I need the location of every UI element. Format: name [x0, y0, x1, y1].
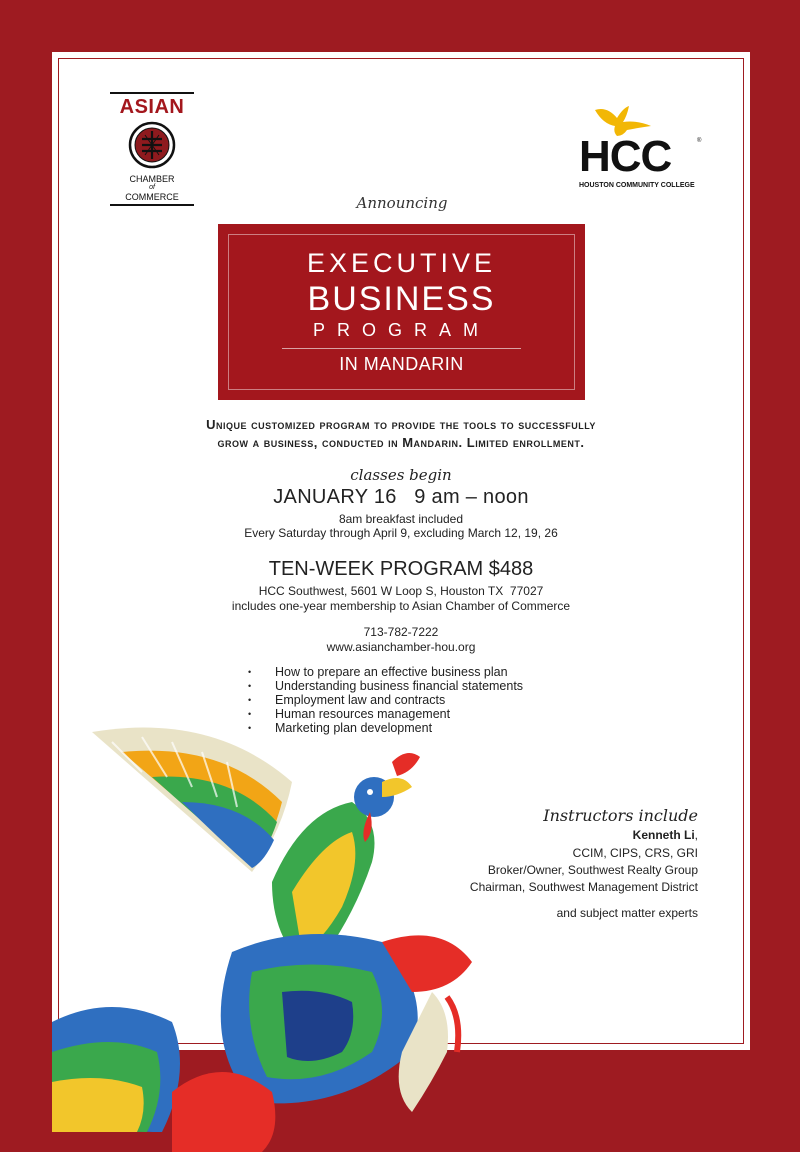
asian-chamber-logo: [110, 92, 194, 207]
classes-begin: classes begin: [350, 466, 452, 484]
acc-chamber: CHAMBER: [129, 174, 175, 184]
program-address: HCC Southwest, 5601 W Loop S, Houston TX 77027: [258, 584, 544, 598]
hcc-logo: [579, 104, 701, 196]
phone-number: 713-782-7222: [363, 625, 439, 639]
list-item: • Marketing plan development: [248, 721, 523, 735]
logo-rule-bottom: [110, 204, 194, 206]
phoenix-illustration: [52, 692, 572, 1152]
breakfast-note: 8am breakfast included: [338, 512, 464, 526]
announcing-label: Announcing: [356, 194, 448, 212]
other-instructors: and subject matter experts: [556, 906, 698, 920]
title-mandarin: IN MANDARIN: [339, 354, 464, 374]
instructors-heading: Instructors include: [543, 806, 698, 825]
tagline: [82, 416, 720, 452]
tagline-line2: grow a business, conducted in Mandarin. Limited enrollment.: [217, 435, 585, 450]
list-item: • How to prepare an effective business plan: [248, 665, 523, 679]
hcc-registered: ®: [697, 138, 702, 144]
acc-title: ASIAN: [119, 96, 185, 118]
hcc-subtitle: HOUSTON COMMUNITY COLLEGE: [579, 182, 695, 189]
hcc-wordmark: HCC: [579, 132, 672, 181]
title-divider: [282, 348, 521, 349]
list-item: • Human resources management: [248, 707, 523, 721]
instructor-name: Kenneth Li,: [632, 828, 698, 842]
phoenix-wing: [92, 728, 292, 872]
title-program: PROGRAM: [312, 320, 490, 340]
membership-note: includes one-year membership to Asian Chamber of Commerce: [231, 599, 571, 613]
website-link[interactable]: www.asianchamber-hou.org: [326, 640, 476, 654]
acc-commerce: COMMERCE: [125, 192, 179, 202]
logo-rule-top: [110, 92, 194, 94]
instructor-credentials: CCIM, CIPS, CRS, GRI: [572, 846, 698, 860]
flyer-page: [52, 52, 750, 1050]
list-item: • Understanding business financial statements: [248, 679, 523, 693]
title-executive: EXECUTIVE: [306, 248, 497, 278]
instructor-role1: Broker/Owner, Southwest Realty Group: [487, 863, 698, 877]
list-item: • Employment law and contracts: [248, 693, 523, 707]
program-title-box: [218, 224, 585, 400]
title-business: BUSINESS: [307, 280, 496, 318]
tagline-line1: Unique customized program to provide the tools to successfully: [206, 417, 596, 432]
schedule-note: Every Saturday through April 9, excluding March 12, 19, 26: [244, 526, 558, 540]
instructor-role2: Chairman, Southwest Management District: [469, 880, 698, 894]
program-price: TEN-WEEK PROGRAM $488: [268, 558, 534, 580]
acc-of: of: [149, 184, 155, 191]
start-date-time: JANUARY 16 9 am – noon: [273, 486, 529, 508]
chamber-seal-icon: [128, 121, 176, 169]
instructor-name-text: Kenneth Li: [632, 828, 695, 842]
